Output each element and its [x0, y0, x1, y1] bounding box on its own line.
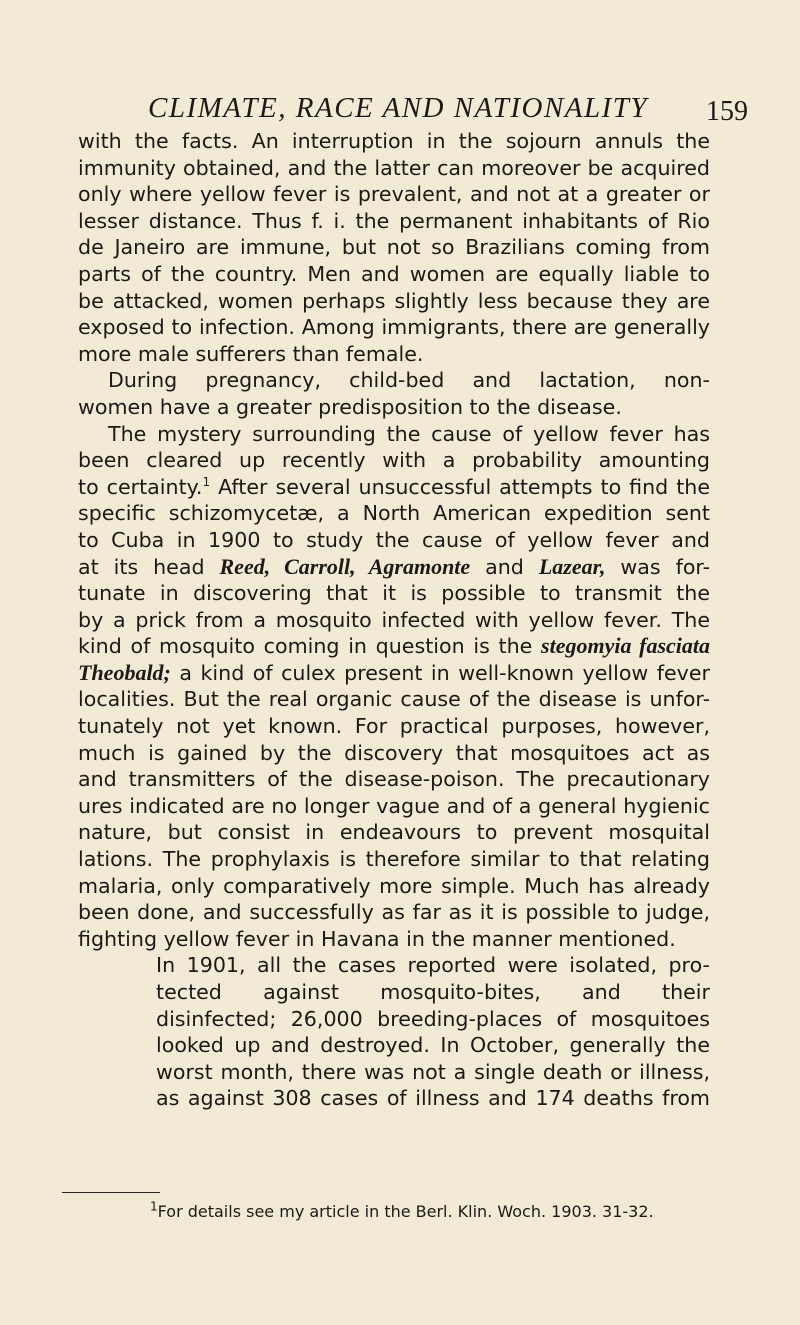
text-line: lations. The prophylaxis is therefore similar to that relating	[78, 847, 710, 872]
text-line: tunate in discovering that it is possible to transmit the	[78, 581, 710, 606]
text-line: lesser distance. Thus f. i. the permanent inhabitants of Rio	[78, 208, 710, 233]
text-line: specific schizomycetæ, a North American expedition sent	[78, 501, 710, 526]
text-fragment: After several unsuccessful attempts to find the	[218, 474, 710, 499]
footnote-reference[interactable]: 1	[202, 474, 211, 489]
text-line: to Cuba in 1900 to study the cause of yellow fever and	[78, 527, 710, 552]
footnote	[150, 1199, 654, 1221]
footnote-divider	[62, 1192, 160, 1193]
text-line: exposed to infection. Among immigrants, there are generally	[78, 315, 710, 340]
text-line: by a prick from a mosquito infected with yellow fever. The	[78, 607, 710, 632]
text-line: immunity obtained, and the latter can moreover be acquired	[78, 155, 710, 180]
footnote-mark: 1	[150, 1199, 158, 1214]
text-line: only where yellow fever is prevalent, and not at a greater or	[78, 182, 710, 207]
footnote-text: For details see my article in the Berl. Klin. Woch. 1903. 31-32.	[157, 1202, 654, 1221]
page-number: 159	[706, 96, 748, 127]
text-line	[78, 554, 710, 581]
text-line: The mystery surrounding the cause of yellow fever has	[108, 421, 710, 446]
species-name: stegomyia fasciata	[541, 633, 710, 659]
text-line: parts of the country. Men and women are equally liable to	[78, 261, 710, 286]
text-line: In 1901, all the cases reported were isolated, pro-	[156, 953, 710, 978]
body-text	[78, 128, 710, 1112]
text-line	[78, 660, 710, 687]
researcher-name: Lazear,	[538, 553, 606, 579]
text-line: as against 308 cases of illness and 174 deaths from	[156, 1086, 710, 1111]
text-line: more male sufferers than female.	[78, 341, 424, 366]
text-fragment: was for-	[620, 554, 710, 579]
text-line: nature, but consist in endeavours to prevent mosquital	[78, 820, 710, 845]
text-fragment: kind of mosquito coming in question is the	[78, 634, 533, 659]
text-line: been cleared up recently with a probability amounting	[78, 448, 710, 473]
text-line: worst month, there was not a single death or illness,	[156, 1059, 710, 1084]
text-line: and transmitters of the disease-poison. The precautionary	[78, 767, 710, 792]
text-line: tected against mosquito-bites, and their	[156, 980, 710, 1004]
text-line: localities. But the real organic cause of the disease is unfor-	[78, 687, 710, 712]
text-line: looked up and destroyed. In October, generally the	[156, 1033, 710, 1058]
text-line	[78, 474, 710, 501]
species-author: Theobald;	[78, 659, 171, 685]
text-line: tunately not yet known. For practical purposes, however,	[78, 714, 710, 739]
text-fragment: a kind of culex present in well-known yellow fever	[179, 660, 710, 685]
text-line	[78, 633, 710, 660]
text-line: de Janeiro are immune, but not so Brazilians coming from	[78, 235, 710, 260]
text-line: been done, and successfully as far as it is possible to judge,	[78, 900, 710, 925]
text-line: much is gained by the discovery that mosquitoes act as	[78, 740, 710, 765]
text-line: malaria, only comparatively more simple. Much has already	[78, 873, 710, 898]
text-line: ures indicated are no longer vague and of a general hygienic	[78, 793, 710, 818]
researcher-names: Reed, Carroll, Agramonte	[219, 553, 471, 579]
chapter-title: CLIMATE, RACE AND NATIONALITY	[148, 92, 649, 124]
text-line: During pregnancy, child-bed and lactation, non-	[108, 368, 710, 393]
text-line: women have a greater predisposition to the disease.	[78, 394, 622, 419]
text-line: with the facts. An interruption in the sojourn annuls the	[78, 129, 710, 153]
text-fragment: and	[485, 554, 524, 579]
text-fragment: at its head	[78, 554, 205, 579]
text-line: disinfected; 26,000 breeding-places of mosquitoes	[156, 1006, 710, 1031]
text-line: be attacked, women perhaps slightly less because they are	[78, 288, 710, 313]
text-fragment: to certainty.	[78, 474, 203, 499]
text-line: fighting yellow fever in Havana in the manner mentioned.	[78, 926, 676, 951]
